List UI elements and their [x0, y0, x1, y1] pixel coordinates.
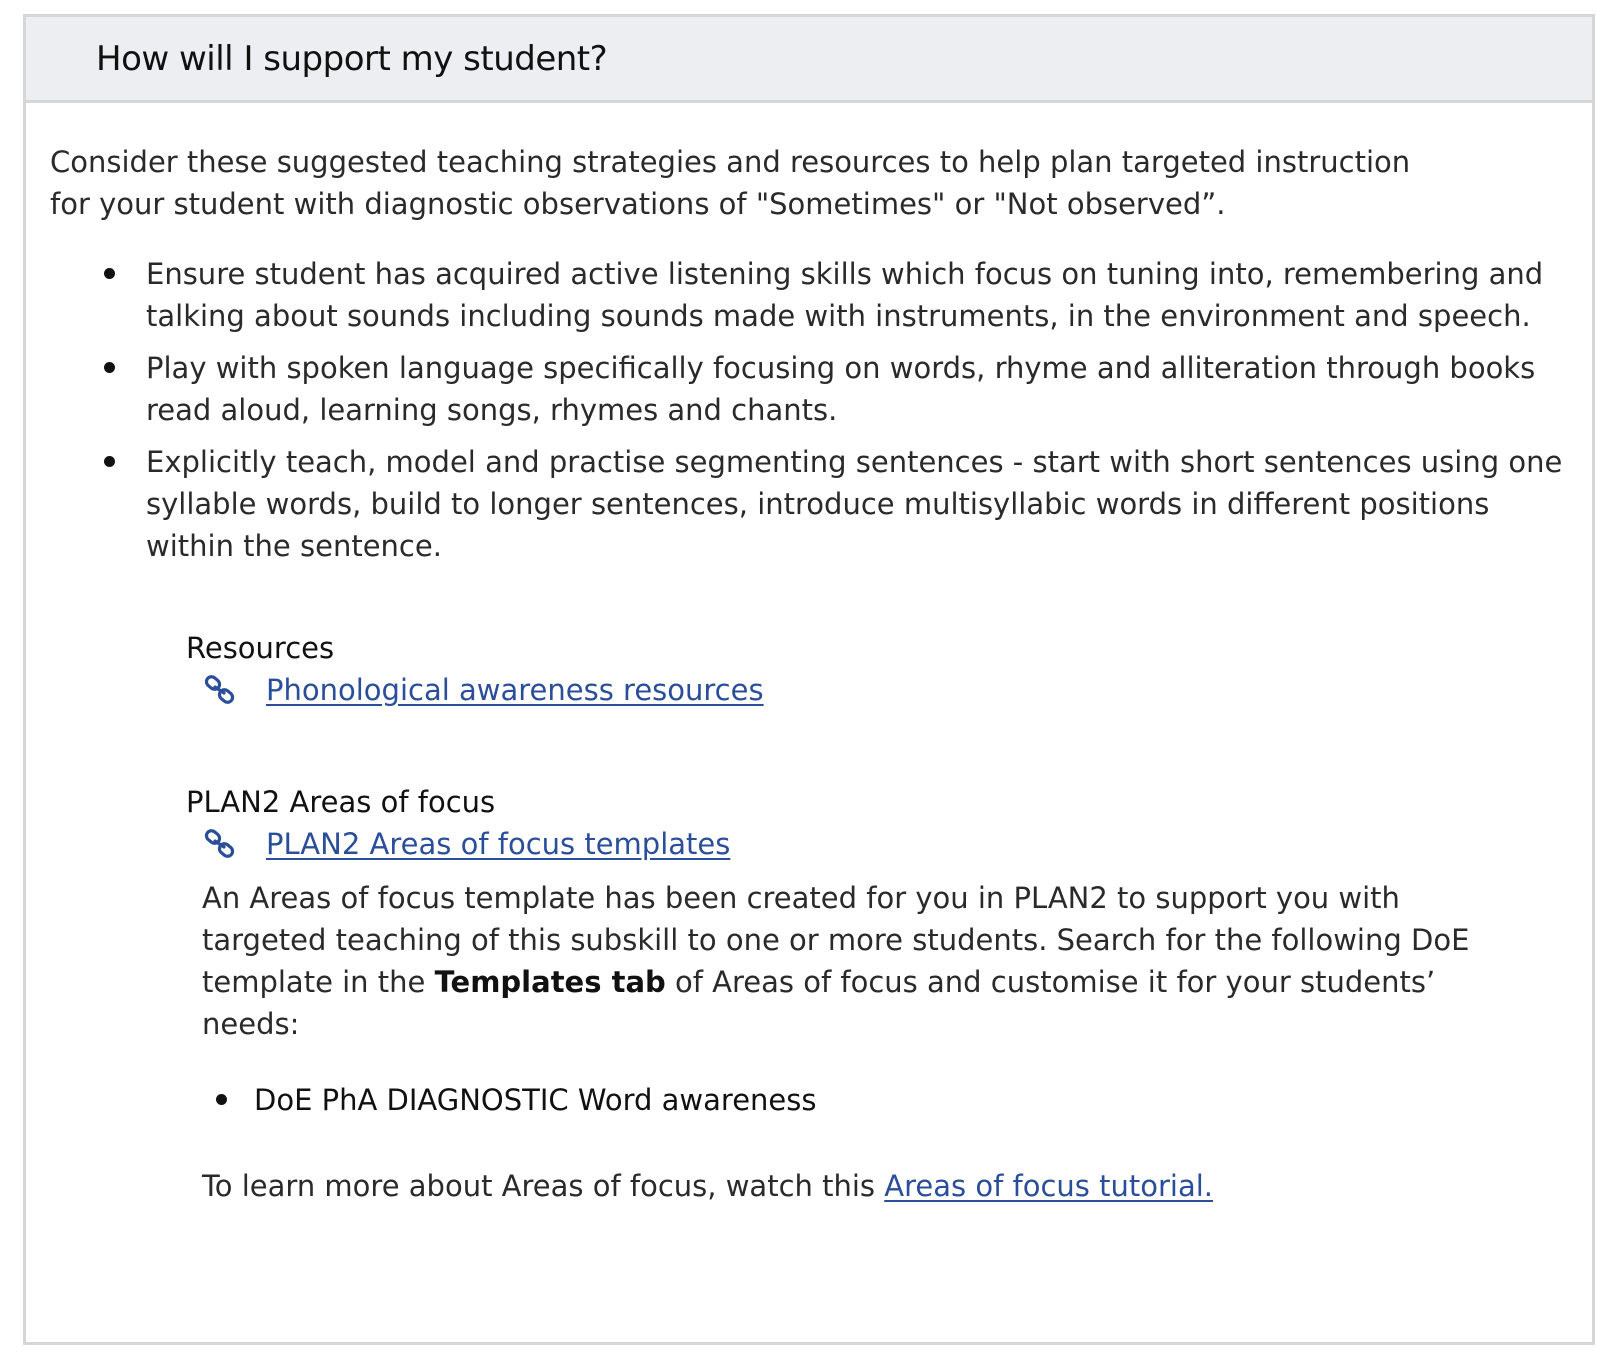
link-icon — [204, 828, 236, 860]
panel-body — [26, 103, 1592, 1207]
template-name: DoE PhA DIAGNOSTIC Word awareness — [254, 1083, 817, 1117]
strategy-item — [146, 253, 1566, 337]
template-item — [254, 1079, 1552, 1121]
strategy-list — [50, 253, 1566, 567]
strategy-item — [146, 347, 1566, 431]
strategy-text: Explicitly teach, model and practise segmenting sentences - start with short sentences using one syllable words, build to longer sentences, introduce multisyllabic words in different positions within the sentence. — [146, 445, 1563, 563]
intro-text: Consider these suggested teaching strategies and resources to help plan targeted instruction for your student with diagnostic observations of "Sometimes" or "Not observed”. — [50, 145, 1411, 221]
bullet-icon — [104, 456, 115, 467]
plan2-description — [202, 877, 1522, 1045]
resources-section — [186, 627, 1552, 711]
plan2-link-row — [204, 823, 1552, 865]
tutorial-prefix: To learn more about Areas of focus, watch this — [202, 1169, 885, 1203]
panel-title: How will I support my student? — [96, 38, 608, 79]
phonological-awareness-resources-link[interactable]: Phonological awareness resources — [266, 673, 764, 707]
bullet-icon — [104, 362, 115, 373]
areas-of-focus-tutorial-link[interactable]: Areas of focus tutorial. — [884, 1169, 1213, 1203]
plan2-heading: PLAN2 Areas of focus — [186, 785, 496, 819]
template-list — [186, 1079, 1552, 1121]
plan2-desc-before: An Areas of focus template has been created for you in PLAN2 to support you with targeted teaching of this subskill to one or more students. Search for the following DoE template in the — [202, 881, 1470, 999]
tutorial-text — [202, 1165, 1552, 1207]
strategy-text: Ensure student has acquired active listening skills which focus on tuning into, remembering and talking about sounds including sounds made with instruments, in the environment and speech. — [146, 257, 1544, 333]
resources-link-row — [204, 669, 1552, 711]
resources-heading: Resources — [186, 631, 335, 665]
support-panel — [23, 14, 1595, 1345]
strategy-item — [146, 441, 1566, 567]
templates-tab-label: Templates tab — [434, 965, 666, 999]
link-icon — [204, 674, 236, 706]
bullet-icon — [216, 1094, 227, 1105]
plan2-section — [186, 781, 1552, 1207]
plan2-desc-after: of Areas of focus and customise it for your students’ needs: — [202, 965, 1436, 1041]
plan2-templates-link[interactable]: PLAN2 Areas of focus templates — [266, 827, 731, 861]
bullet-icon — [104, 268, 115, 279]
panel-header — [26, 17, 1592, 103]
strategy-text: Play with spoken language specifically focusing on words, rhyme and alliteration through books read aloud, learning songs, rhymes and chants. — [146, 351, 1536, 427]
